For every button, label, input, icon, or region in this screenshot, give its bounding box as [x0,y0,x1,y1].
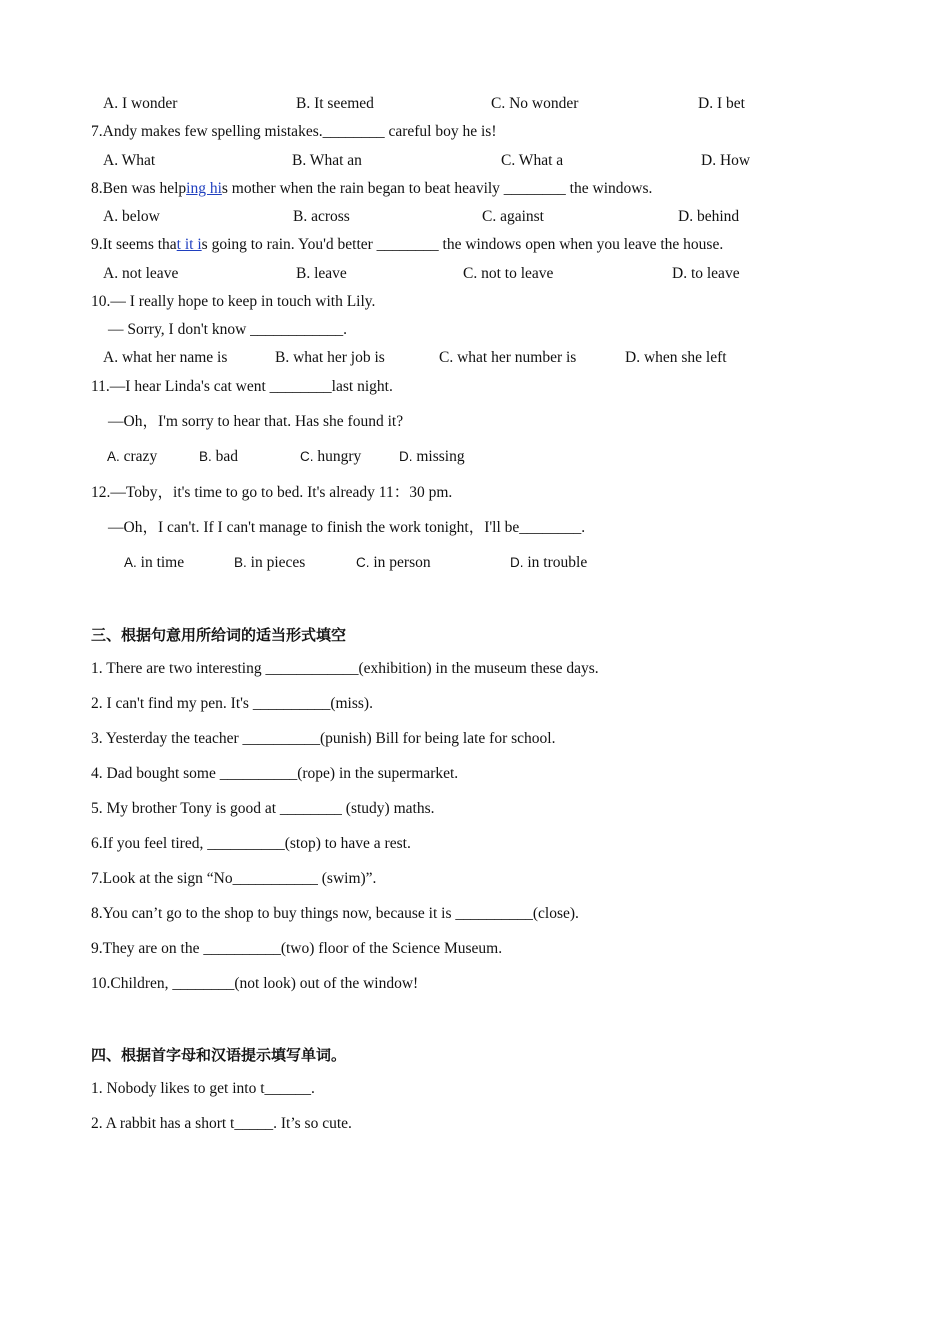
section3-heading: 三、根据句意用所给词的适当形式填空 [91,626,347,644]
q11-line1: 11.—I hear Linda's cat went ________last night. [91,378,393,395]
q6-option-a: A. I wonder [103,95,178,112]
q9-stem-start: 9.It seems tha [91,236,177,253]
q11-option-d [399,448,465,466]
section4-item-2: 2. A rabbit has a short t_____. It’s so cute. [91,1115,352,1132]
q11-option-c [300,448,361,466]
q10-line2: — Sorry, I don't know ____________. [108,321,348,338]
q11-option-a-letter: A. [107,449,120,464]
q11-line2: —Oh，I'm sorry to hear that. Has she found it? [108,413,404,430]
q9-option-b: B. leave [296,265,347,282]
q6-option-c: C. No wonder [491,95,579,112]
q8-option-b: B. across [293,208,350,225]
q6-option-b: B. It seemed [296,95,374,112]
q12-option-d-text: in trouble [523,554,588,571]
q8-stem-link[interactable]: ing hi [186,180,222,197]
q9-option-d: D. to leave [672,265,740,282]
q12-option-c-text: in person [369,554,431,571]
q7-option-c: C. What a [501,152,564,169]
q9-stem-link[interactable]: t it i [176,236,202,253]
q11-option-d-letter: D. [399,449,413,464]
q12-line2: —Oh，I can't. If I can't manage to finish the work tonight，I'll be________. [108,519,586,536]
q8-stem-start: 8.Ben was help [91,180,187,197]
q9-option-c: C. not to leave [463,265,554,282]
q12-line1: 12.—Toby，it's time to go to bed. It's already 11：30 pm. [91,484,453,501]
section3-item-10: 10.Children, ________(not look) out of the window! [91,975,419,992]
q6-option-d: D. I bet [698,95,745,112]
q12-option-a-letter: A. [124,555,137,570]
q8-option-a: A. below [103,208,160,225]
q10-option-d: D. when she left [625,349,727,366]
q10-option-a: A. what her name is [103,349,228,366]
q12-option-a [124,554,184,572]
q9-stem [91,236,723,254]
section4-heading: 四、根据首字母和汉语提示填写单词。 [91,1046,347,1064]
q10-option-b: B. what her job is [275,349,385,366]
q7-option-d: D. How [701,152,751,169]
q7-stem: 7.Andy makes few spelling mistakes.________ careful boy he is! [91,123,497,140]
q12-option-d [510,554,587,572]
q12-option-b [234,554,305,572]
q12-option-c-letter: C. [356,555,370,570]
q12-option-b-text: in pieces [246,554,306,571]
section3-item-3: 3. Yesterday the teacher __________(punish) Bill for being late for school. [91,730,556,747]
section3-item-4: 4. Dad bought some __________(rope) in the supermarket. [91,765,459,782]
q11-option-b-letter: B. [199,449,212,464]
q9-stem-end: s going to rain. You'd better ________ the windows open when you leave the house. [201,236,724,253]
q12-option-a-text: in time [136,554,185,571]
q11-option-d-text: missing [412,448,465,465]
section3-item-9: 9.They are on the __________(two) floor of the Science Museum. [91,940,503,957]
section4-item-1: 1. Nobody likes to get into t______. [91,1080,315,1097]
section3-item-7: 7.Look at the sign “No___________ (swim)”. [91,870,377,887]
section3-item-8: 8.You can’t go to the shop to buy things now, because it is __________(close). [91,905,579,922]
q8-option-c: C. against [482,208,544,225]
q11-option-c-text: hungry [313,448,362,465]
section3-item-5: 5. My brother Tony is good at ________ (study) maths. [91,800,435,817]
q12-option-c [356,554,431,572]
q8-option-d: D. behind [678,208,740,225]
section3-item-2: 2. I can't find my pen. It's __________(miss). [91,695,373,712]
q11-option-a [107,448,157,466]
q7-option-a: A. What [103,152,156,169]
q7-option-b: B. What an [292,152,362,169]
q8-stem-end: s mother when the rain began to beat heavily ________ the windows. [221,180,653,197]
section3-item-1: 1. There are two interesting ____________(exhibition) in the museum these days. [91,660,599,677]
q10-line1: 10.— I really hope to keep in touch with Lily. [91,293,376,310]
q9-option-a: A. not leave [103,265,179,282]
q11-option-b-text: bad [211,448,239,465]
q12-option-b-letter: B. [234,555,247,570]
q10-option-c: C. what her number is [439,349,577,366]
q12-option-d-letter: D. [510,555,524,570]
q11-option-a-text: crazy [119,448,158,465]
q8-stem [91,180,652,198]
q11-option-b [199,448,238,466]
section3-item-6: 6.If you feel tired, __________(stop) to have a rest. [91,835,411,852]
q11-option-c-letter: C. [300,449,314,464]
